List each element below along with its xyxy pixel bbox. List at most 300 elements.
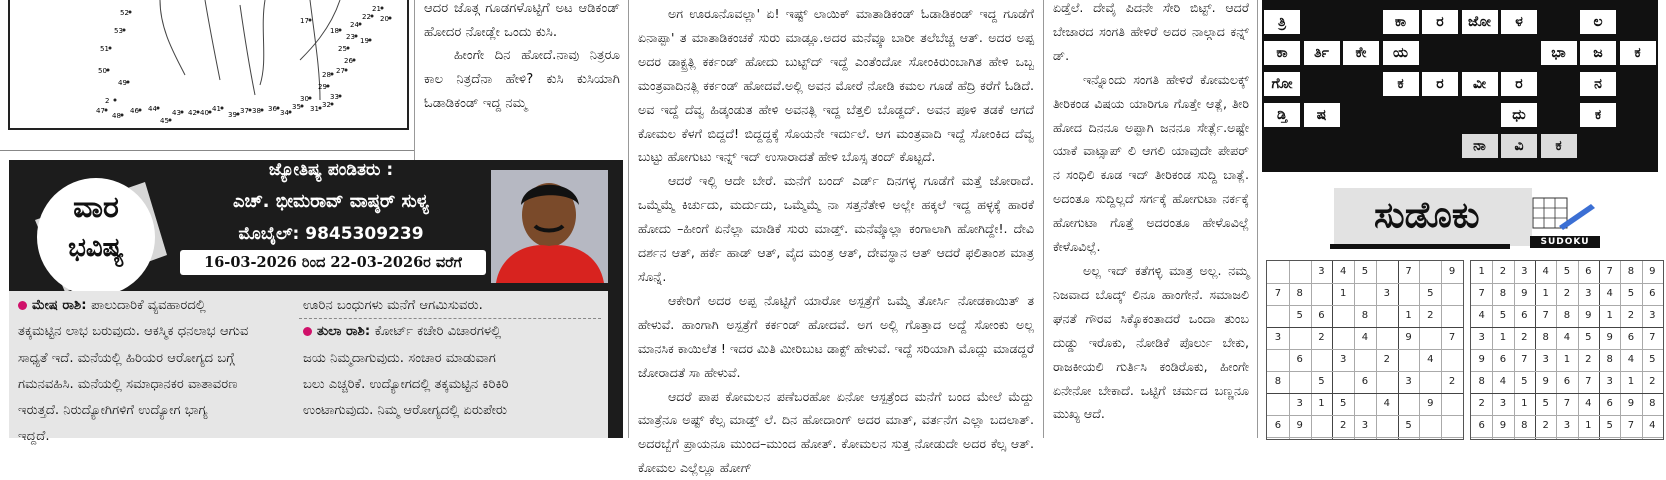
sudoku-cell: 7 bbox=[1556, 393, 1577, 415]
sudoku-cell: 6 bbox=[1492, 349, 1513, 371]
crossword-cell: ಕಾ bbox=[1383, 10, 1419, 34]
dot bbox=[381, 7, 384, 10]
section-rule bbox=[0, 150, 414, 151]
dot bbox=[331, 103, 334, 106]
sudoku-cell bbox=[1267, 349, 1289, 371]
dot-number: 22 bbox=[362, 13, 371, 21]
dot-number: 34 bbox=[280, 109, 289, 117]
sudoku-cell: 1 bbox=[1311, 393, 1333, 415]
astrologer-mobile: ಮೊಬೈಲ್: 9845309239 bbox=[176, 220, 486, 248]
sudoku-cell bbox=[1311, 283, 1333, 305]
sudoku-cell bbox=[1441, 283, 1463, 305]
crossword-cell: ರ bbox=[1501, 72, 1537, 96]
sudoku-cell: 1 bbox=[1620, 371, 1641, 393]
sudoku-cell bbox=[1289, 261, 1311, 283]
crossword-cell: ರ bbox=[1422, 10, 1458, 34]
sudoku-cell bbox=[1419, 327, 1441, 349]
sudoku-cell: 3 bbox=[1289, 393, 1311, 415]
dot-number: 17 bbox=[300, 17, 309, 25]
dot-number: 20 bbox=[380, 15, 389, 23]
horoscope-line bbox=[303, 398, 603, 424]
sudoku-cell: 6 bbox=[1267, 415, 1289, 437]
dot-number: 31 bbox=[310, 105, 319, 113]
dot-number: 44 bbox=[148, 105, 157, 113]
sudoku-title: ಸುಡೊಕು bbox=[1374, 192, 1480, 240]
horoscope-line bbox=[18, 319, 303, 345]
sudoku-puzzle-grid bbox=[1266, 260, 1464, 440]
paragraph: ಹೀಂಗೇ ದಿನ ಹೋದೆ.ನಾವು ನಿತ್ರರೂ ಕಾಲ ನಿತ್ರದೆನಾ ಹೇಳಿ? ಕುಸಿ ಕುಸಿಯಾಗಿ ಓಡಾಡಿಕಂಡ್ ಇದ್ದ ನಮ್ಮ bbox=[424, 44, 620, 115]
dot bbox=[355, 35, 358, 38]
dot-puzzle bbox=[8, 0, 409, 130]
sudoku-cell: 1 bbox=[1514, 393, 1535, 415]
bullet-icon bbox=[18, 301, 27, 310]
dot-number: 43 bbox=[172, 109, 181, 117]
horoscope-line bbox=[303, 372, 603, 398]
astrologer-photo bbox=[491, 170, 608, 283]
sudoku-cell: 3 bbox=[1332, 349, 1354, 371]
sudoku-cell: 8 bbox=[1267, 371, 1289, 393]
horoscope-line bbox=[303, 319, 603, 345]
dot bbox=[169, 119, 172, 122]
horoscope-line bbox=[18, 372, 303, 398]
rashi-name: ಮೇಷ ರಾಶಿ: bbox=[32, 298, 91, 313]
dot-number: 50 bbox=[98, 67, 107, 75]
dot-number: 24 bbox=[350, 21, 359, 29]
sudoku-cell: 2 bbox=[1376, 349, 1398, 371]
sudoku-cell: 4 bbox=[1620, 349, 1641, 371]
sudoku-cell bbox=[1376, 305, 1398, 327]
sudoku-cell: 7 bbox=[1514, 349, 1535, 371]
dot-number: 47 bbox=[96, 107, 105, 115]
dot bbox=[181, 111, 184, 114]
rashi-text: ಇರುತ್ತದೆ. ನಿರುದ್ಯೋಗಿಗಳಿಗೆ ಉದ್ಯೋಗ ಭಾಗ್ಯ bbox=[18, 403, 207, 418]
sudoku-cell: 5 bbox=[1492, 305, 1513, 327]
horoscope-line bbox=[18, 346, 303, 372]
sudoku-cell: 8 bbox=[1471, 371, 1492, 393]
dot-number: 48 bbox=[112, 112, 121, 120]
sudoku-cell bbox=[1376, 261, 1398, 283]
sudoku-cell: 6 bbox=[1354, 371, 1376, 393]
sudoku-cell: 1 bbox=[1492, 327, 1513, 349]
logo-text-top: ವಾರ bbox=[37, 190, 155, 226]
dot bbox=[327, 85, 330, 88]
dot-number: 2 bbox=[105, 97, 109, 105]
sudoku-cell: 7 bbox=[1599, 261, 1620, 283]
sudoku-cell: 4 bbox=[1419, 349, 1441, 371]
sudoku-cell: 1 bbox=[1398, 305, 1420, 327]
dot-number: 33 bbox=[330, 93, 339, 101]
sudoku-cell: 7 bbox=[1620, 415, 1641, 437]
dot-number: 35 bbox=[292, 103, 301, 111]
sudoku-cell: 2 bbox=[1578, 349, 1599, 371]
sudoku-cell: 2 bbox=[1492, 261, 1513, 283]
sudoku-cell: 8 bbox=[1642, 393, 1663, 415]
column-divider bbox=[414, 0, 415, 160]
sudoku-cell: 8 bbox=[1599, 349, 1620, 371]
sudoku-cell: 2 bbox=[1419, 305, 1441, 327]
sudoku-cell bbox=[1354, 393, 1376, 415]
sudoku-cell: 9 bbox=[1535, 371, 1556, 393]
sudoku-cell: 4 bbox=[1556, 327, 1577, 349]
sudoku-cell: 6 bbox=[1642, 283, 1663, 305]
sudoku-cell: 3 bbox=[1578, 283, 1599, 305]
horoscope-line bbox=[18, 424, 303, 450]
dot-number: 53 bbox=[114, 27, 123, 35]
sudoku-cell: 3 bbox=[1492, 393, 1513, 415]
sudoku-cell: 9 bbox=[1289, 415, 1311, 437]
dot-number: 18 bbox=[330, 27, 339, 35]
dot-number: 27 bbox=[336, 67, 345, 75]
sudoku-cell: 6 bbox=[1578, 261, 1599, 283]
sudoku-cell: 5 bbox=[1311, 371, 1333, 393]
crossword-cell: ರ bbox=[1422, 72, 1458, 96]
dot bbox=[109, 47, 112, 50]
grid-line bbox=[1267, 437, 1463, 438]
sudoku-cell bbox=[1419, 261, 1441, 283]
sudoku-cell: 8 bbox=[1535, 327, 1556, 349]
sudoku-cell: 3 bbox=[1599, 371, 1620, 393]
sudoku-cell: 1 bbox=[1556, 349, 1577, 371]
dot bbox=[371, 15, 374, 18]
row-rule bbox=[299, 318, 601, 319]
sudoku-cell bbox=[1289, 371, 1311, 393]
crossword-cell: ಯ bbox=[1383, 41, 1419, 65]
sudoku-cell: 4 bbox=[1535, 261, 1556, 283]
crossword-cell: ಕ bbox=[1383, 72, 1419, 96]
dot-number: 30 bbox=[300, 95, 309, 103]
title-underline bbox=[1330, 244, 1510, 249]
sudoku-cell: 9 bbox=[1642, 261, 1663, 283]
paragraph: ಆದರೆ ಪಾಪ ಕೋಮಲನ ಪಣೆಬರಹೋ ಏನೋ ಆಸ್ಪತ್ರೆಂದ ಮನೆಗೆ ಬಂದ ಮೇಲೆ ಮೆದ್ದು ಮಾತ್ರೆನೂ ಅಷ್ಟ್ ಕೆಲ್ಸ ಮಾಡ್ತ್ ಲೆ. ದಿನ ಹೋದಾಂಗ್ ಅದರ ಮಾತ್, ವರ್ತನೆಗ ಎಲ್ಲಾ ಬದಲಾತ್. ಅದರಬ್ಬೆಗೆ ಪ್ರಾಯನೂ ಮುಂದ–ಮುಂದ ಹೋತ್. ಕೋಮಲನ ಸುತ್ತ ನೋಡುದೇ ಅದರ ಕೆಲ್ಸ ಆತ್. ಕೋಮಲ ಎಲ್ಲೆಲ್ಲೂ ಹೋಗ್ bbox=[638, 385, 1034, 480]
crossword-cell: ಜ bbox=[1580, 41, 1616, 65]
sudoku-cell: 2 bbox=[1471, 393, 1492, 415]
sudoku-cell bbox=[1311, 415, 1333, 437]
sudoku-cell: 2 bbox=[1514, 327, 1535, 349]
sudoku-cell bbox=[1332, 371, 1354, 393]
dot-number: 19 bbox=[360, 37, 369, 45]
rashi-text: ಉಂಟಾಗುವುದು. ನಿಮ್ಮ ಆರೋಗ್ಯದಲ್ಲಿ ಏರುಪೇರು bbox=[303, 403, 507, 418]
dot bbox=[221, 107, 224, 110]
dot-number: 49 bbox=[118, 79, 127, 87]
dot-number: 29 bbox=[318, 83, 327, 91]
sudoku-cell: 9 bbox=[1398, 327, 1420, 349]
sudoku-cell: 5 bbox=[1354, 261, 1376, 283]
sudoku-cell bbox=[1398, 283, 1420, 305]
sudoku-solution-grid bbox=[1470, 260, 1664, 440]
sudoku-cell: 7 bbox=[1441, 327, 1463, 349]
horoscope-line bbox=[303, 293, 603, 319]
sudoku-cell: 4 bbox=[1354, 327, 1376, 349]
dot bbox=[139, 109, 142, 112]
sudoku-cell: 2 bbox=[1642, 371, 1663, 393]
sudoku-cell: 4 bbox=[1599, 283, 1620, 305]
dot bbox=[107, 69, 110, 72]
sudoku-cell: 9 bbox=[1492, 415, 1513, 437]
crossword-cell: ಕಾ bbox=[1264, 41, 1300, 65]
sudoku-cell bbox=[1419, 415, 1441, 437]
crossword-cell: ನ bbox=[1580, 72, 1616, 96]
sudoku-icon bbox=[1525, 192, 1599, 236]
sudoku-cell bbox=[1398, 393, 1420, 415]
dot-number: 23 bbox=[346, 33, 355, 41]
crossword-cell: ವೀ bbox=[1462, 72, 1498, 96]
dot bbox=[339, 29, 342, 32]
sudoku-cell: 3 bbox=[1535, 349, 1556, 371]
sudoku-cell: 8 bbox=[1354, 305, 1376, 327]
crossword-cell: ನಾ bbox=[1462, 134, 1498, 158]
dot-number: 41 bbox=[212, 105, 221, 113]
sudoku-cell bbox=[1354, 283, 1376, 305]
sudoku-cell bbox=[1376, 371, 1398, 393]
sudoku-cell bbox=[1267, 261, 1289, 283]
sudoku-cell: 2 bbox=[1441, 371, 1463, 393]
sudoku-cell: 3 bbox=[1311, 261, 1333, 283]
dot bbox=[157, 107, 160, 110]
dot bbox=[129, 11, 132, 14]
sudoku-cell: 4 bbox=[1578, 393, 1599, 415]
sudoku-cell: 2 bbox=[1332, 415, 1354, 437]
sudoku-cell: 3 bbox=[1354, 415, 1376, 437]
paragraph: ಇನ್ನೊಂದು ಸಂಗತಿ ಹೇಳಿರೆ ಕೋಮಲಕ್ಕ್ ತೀರಿಕಂಡ ವಿಷಯ ಯಾರಿಗೂ ಗೊತ್ತೇ ಆತ್ಲೆ, ತೀರಿ ಹೋದ ದಿನನೂ ಅಪ್ಪಾಗಿ ಜನನೂ ಸೇರ್ತ್ಲೆ.ಅಷ್ಟೇ ಯಾಕೆ ವಾಟ್ಸಾಪ್ ಲಿ ಆಗಲಿ ಯಾವುದೇ ಪೇಪರ್ ನ ಸಂಧಿಲಿ ಕೂಡ ಇದ್ ತೀರಿಕಂಡ ಸುದ್ದಿ ಬಾತ್ಲೆ. ಅದಂತೂ ಸುದ್ದಿಲ್ಲದೆ ಸರ್ಗಕ್ಕೆ ಹೋಗುಟಾ ನರ್ಕಕ್ಕೆ ಹೋಗುಟಾ ಗೊತ್ತೆ ಅದರಂತೂ ಹೇಳೊವಿಲ್ಲೆ ಕೇಳೊವಿಲ್ಲೆ. bbox=[1053, 68, 1249, 259]
dot bbox=[331, 73, 334, 76]
crossword-cell: ರ್ತಿ bbox=[1304, 41, 1340, 65]
sudoku-cell: 5 bbox=[1535, 393, 1556, 415]
sudoku-cell bbox=[1419, 371, 1441, 393]
dot bbox=[123, 29, 126, 32]
sudoku-cell: 7 bbox=[1267, 283, 1289, 305]
sudoku-cell: 4 bbox=[1376, 393, 1398, 415]
crossword-cell: ಭಾ bbox=[1541, 41, 1577, 65]
pencil-grid-icon bbox=[1525, 192, 1599, 236]
sudoku-cell bbox=[1332, 327, 1354, 349]
dot bbox=[369, 39, 372, 42]
sudoku-cell bbox=[1311, 349, 1333, 371]
crossword-cell: ಷ bbox=[1304, 103, 1340, 127]
crossword-grid bbox=[1262, 0, 1658, 172]
sudoku-cell: 8 bbox=[1620, 261, 1641, 283]
sudoku-cell: 6 bbox=[1620, 327, 1641, 349]
sudoku-cell: 5 bbox=[1620, 283, 1641, 305]
crossword-cell: ಳ bbox=[1501, 10, 1537, 34]
sudoku-cell: 6 bbox=[1471, 415, 1492, 437]
dot bbox=[261, 109, 264, 112]
sudoku-cell: 7 bbox=[1642, 327, 1663, 349]
rashi-text: ಕೋರ್ಟ್ ಕಚೇರಿ ವಿಚಾರಗಳಲ್ಲಿ bbox=[375, 324, 501, 339]
sudoku-cell bbox=[1398, 349, 1420, 371]
dot-number: 38 bbox=[252, 107, 261, 115]
dot bbox=[389, 17, 392, 20]
sudoku-cell: 2 bbox=[1311, 327, 1333, 349]
dot-number: 28 bbox=[322, 71, 331, 79]
sudoku-cell: 2 bbox=[1556, 283, 1577, 305]
sudoku-cell: 4 bbox=[1642, 415, 1663, 437]
story-column-2 bbox=[424, 0, 620, 122]
horoscope-line bbox=[18, 398, 303, 424]
sudoku-cell: 5 bbox=[1289, 305, 1311, 327]
rashi-text: ತಕ್ಕಮಟ್ಟಿನ ಲಾಭ ಬರುವುದು. ಆಕಸ್ಮಿಕ ಧನಲಾಭ ಆಗುವ bbox=[18, 324, 248, 339]
dot-number: 37 bbox=[240, 107, 249, 115]
crossword-cell: ಕ bbox=[1580, 103, 1616, 127]
crossword-cell: ಕ bbox=[1541, 134, 1577, 158]
dot bbox=[345, 69, 348, 72]
rashi-text: ಸಾಧ್ಯತೆ ಇದೆ. ಮನೆಯಲ್ಲಿ ಹಿರಿಯರ ಆರೋಗ್ಯದ ಬಗ್ಗೆ bbox=[18, 351, 235, 366]
sudoku-cell: 4 bbox=[1471, 305, 1492, 327]
crossword-cell: ಕೇ bbox=[1343, 41, 1379, 65]
sudoku-cell bbox=[1441, 393, 1463, 415]
horoscope-date-range: 16-03-2026 ರಿಂದ 22-03-2026ರ ವರೆಗೆ bbox=[180, 250, 486, 275]
sudoku-cell: 6 bbox=[1289, 349, 1311, 371]
sudoku-cell bbox=[1441, 305, 1463, 327]
sudoku-cell: 2 bbox=[1535, 415, 1556, 437]
sudoku-cell: 2 bbox=[1620, 305, 1641, 327]
rashi-text: ಗಮನವಹಿಸಿ. ಮನೆಯಲ್ಲಿ ಸಮಾಧಾನಕರ ವಾತಾವರಣ bbox=[18, 377, 238, 392]
dot-number: 46 bbox=[130, 107, 139, 115]
sudoku-cell: 6 bbox=[1514, 305, 1535, 327]
dot bbox=[114, 99, 117, 102]
crossword-cell: ಗೋ bbox=[1264, 72, 1300, 96]
column-divider bbox=[628, 0, 629, 438]
dot bbox=[353, 59, 356, 62]
bullet-icon bbox=[303, 327, 312, 336]
sudoku-badge: SUDOKU bbox=[1530, 236, 1600, 248]
sudoku-cell: 3 bbox=[1267, 327, 1289, 349]
sudoku-cell: 5 bbox=[1398, 415, 1420, 437]
sudoku-cell: 9 bbox=[1471, 349, 1492, 371]
story-column-4 bbox=[1053, 0, 1249, 438]
sudoku-cell: 1 bbox=[1599, 305, 1620, 327]
crossword-cell: ಜೋ bbox=[1462, 10, 1498, 34]
sudoku-cell bbox=[1441, 415, 1463, 437]
sudoku-cell: 9 bbox=[1419, 393, 1441, 415]
dot bbox=[105, 109, 108, 112]
sudoku-cell: 3 bbox=[1642, 305, 1663, 327]
dot bbox=[339, 95, 342, 98]
dot-number: 36 bbox=[268, 105, 277, 113]
astrologer-portrait bbox=[491, 170, 608, 283]
sudoku-cell: 6 bbox=[1311, 305, 1333, 327]
sudoku-cell bbox=[1376, 415, 1398, 437]
dot bbox=[121, 114, 124, 117]
sudoku-cell: 9 bbox=[1620, 393, 1641, 415]
sudoku-cell: 4 bbox=[1492, 371, 1513, 393]
sudoku-cell: 7 bbox=[1535, 305, 1556, 327]
sudoku-cell: 5 bbox=[1556, 261, 1577, 283]
dot-number: 39 bbox=[228, 111, 237, 119]
rashi-text: ಜಯ ನಿಮ್ಮದಾಗುವುದು. ಸಂಚಾರ ಮಾಡುವಾಗ bbox=[303, 351, 496, 366]
sudoku-title-box bbox=[1334, 188, 1532, 246]
paragraph: ಆದರ ಜೊತ್ಗ ಗೂಡಗಳೊಟ್ಟಿಗೆ ಅಟ ಆಡಿಕಂಡ್ ಹೋದರ ನೋಡ್ಲೇ ಒಂದು ಕುಸಿ. bbox=[424, 0, 620, 44]
rashi-text: ಇದ್ದದೆ. bbox=[18, 429, 50, 444]
sudoku-cell: 7 bbox=[1398, 261, 1420, 283]
dot bbox=[359, 23, 362, 26]
column-divider bbox=[1257, 0, 1258, 438]
crossword-cell: ಧು bbox=[1501, 103, 1537, 127]
horoscope-body bbox=[9, 291, 608, 438]
sudoku-cell: 1 bbox=[1535, 283, 1556, 305]
sudoku-cell: 1 bbox=[1332, 283, 1354, 305]
paragraph: ಅಲ್ಲ ಇದ್ ಕತೆಗಳ್ಳಿ ಮಾತ್ರ ಅಲ್ಲ. ನಮ್ಮ ನಿಜವಾದ ಬೊದ್ಕ್ ಲಿನೂ ಹಾಂಗೇನೆ. ಸಮಾಜಲಿ ಘನತೆ ಗೌರವ ಸಿಕ್ಕೊಕಂತಾದರೆ ಒಂದಾ ತುಂಬ ದುಡ್ಡು ಇರೊಕು, ನೋಡಿಕೆ ಪೊರ್ಲು ಬೇಕು, ರಾಜಕೀಯಲಿ ಗುರ್ತಿಸಿ ಕಂಡಿರೊಕು, ಹೀಂಗೇ ಏನೇನೋ ಬೇಕಾದೆ. ಒಟ್ಟಿಗೆ ಚರ್ಮದ ಬಣ್ಣನೂ ಮುಖ್ಯ ಆದೆ. bbox=[1053, 259, 1249, 426]
horoscope-left-column bbox=[18, 293, 303, 451]
dot bbox=[127, 81, 130, 84]
sudoku-cell: 9 bbox=[1514, 283, 1535, 305]
dot bbox=[309, 97, 312, 100]
sudoku-cell: 4 bbox=[1332, 261, 1354, 283]
horoscope-heading: ಜ್ಯೋತಿಷ್ಯ ಪಂಡಿತರು : bbox=[176, 158, 486, 182]
sudoku-cell bbox=[1332, 305, 1354, 327]
dot-number: 25 bbox=[338, 45, 347, 53]
crossword-cell: ಡ್ತಿ bbox=[1264, 103, 1300, 127]
sudoku-cell: 5 bbox=[1599, 415, 1620, 437]
sudoku-cell: 5 bbox=[1642, 349, 1663, 371]
dot-number: 26 bbox=[344, 57, 353, 65]
dot-points bbox=[96, 5, 392, 125]
crossword-cell: ವಿ bbox=[1501, 134, 1537, 158]
horoscope-logo-circle bbox=[37, 178, 155, 296]
sudoku-cell: 9 bbox=[1441, 261, 1463, 283]
horoscope-line bbox=[18, 293, 303, 319]
sudoku-cell: 7 bbox=[1578, 371, 1599, 393]
sudoku-cell: 5 bbox=[1578, 327, 1599, 349]
sudoku-cell: 3 bbox=[1514, 261, 1535, 283]
sudoku-cell: 5 bbox=[1332, 393, 1354, 415]
sudoku-cell: 5 bbox=[1514, 371, 1535, 393]
horoscope-line bbox=[303, 346, 603, 372]
crossword-cell: ಕ bbox=[1620, 41, 1656, 65]
story-column-3 bbox=[638, 2, 1034, 438]
sudoku-cell: 7 bbox=[1471, 283, 1492, 305]
paragraph: ಆದರೆ ಇಲ್ಲಿ ಆದೇ ಬೇರೆ. ಮನೆಗೆ ಬಂದ್ ಎರ್ಡ್ ದಿನಗಳ್ಳ ಗೂಡೆಗೆ ಮತ್ತೆ ಜೋರಾದೆ. ಒಮ್ಮೆಮ್ಮೆ ಕಿರ್ಚುದು, ಮರ್ದುದು, ಒಮ್ಮೆಮ್ಮೆ ನಾ ಸತ್ತನೆತೇಳಿ ಅಲ್ಲೇ ಹಕ್ಕಲೆ ಇದ್ದ ಹಳ್ಳಕ್ಕೆ ಹಾರಕೆ ಹೋದು –ಹೀಂಗೆ ಏನೆಲ್ಲಾ ಮಾಡಿಕೆ ಸುರು ಮಾಡ್ತ್. ಮನೆವ್ಕೊಲ್ಲಾ ಕಂಗಾಲಾಗಿ ಹೋಗಿದ್ದೇ!. ದೇವಿ ದರ್ಶನ ಆತ್, ಹರ್ಕೆ ಹಾಡ್ ಆತ್, ವೈದ ಮಂತ್ರ ಆತ್, ದೇವಸ್ಥಾನ ಆತ್ ಆದರೆ ಫಲಿತಾಂಶ ಮಾತ್ರ ಸೊನ್ನೆ. bbox=[638, 169, 1034, 289]
paragraph: ಏಡ್ತೆಲೆ. ದೇವೈ ಪಿದನೇ ಸೇರಿ ಬಿಟ್ಟ್. ಆದರೆ ಬೇಜಾರದ ಸಂಗತಿ ಹೇಳಿರೆ ಅದರ ನಾಲ್ಗಾದ ಕನ್ನ್ ಡ್. bbox=[1053, 0, 1249, 68]
sudoku-cell: 1 bbox=[1578, 415, 1599, 437]
sudoku-cell: 3 bbox=[1471, 327, 1492, 349]
rashi-text: ಪಾಲುದಾರಿಕೆ ವ್ಯವಹಾರದಲ್ಲಿ bbox=[91, 298, 206, 313]
sudoku-cell: 3 bbox=[1556, 415, 1577, 437]
grid-line bbox=[1471, 437, 1663, 438]
sudoku-cell bbox=[1376, 327, 1398, 349]
crossword-cell: ತ್ರಿ bbox=[1264, 10, 1300, 34]
sudoku-cell: 8 bbox=[1289, 283, 1311, 305]
sudoku-cell: 6 bbox=[1556, 371, 1577, 393]
sudoku-cell: 8 bbox=[1492, 283, 1513, 305]
sudoku-cell: 3 bbox=[1376, 283, 1398, 305]
dot-number: 52 bbox=[120, 9, 129, 17]
column-divider bbox=[1043, 0, 1044, 438]
dot bbox=[309, 19, 312, 22]
sudoku-cell bbox=[1267, 393, 1289, 415]
dot-number: 45 bbox=[160, 117, 169, 125]
crossword-cell: ಲ bbox=[1580, 10, 1616, 34]
sudoku-cell: 9 bbox=[1578, 305, 1599, 327]
rashi-text: ಬಲು ಎಚ್ಚರಿಕೆ. ಉದ್ಯೋಗದಲ್ಲಿ ತಕ್ಕಮಟ್ಟಿನ ಕಿರಿಕಿರಿ bbox=[303, 377, 509, 392]
dot-number: 32 bbox=[322, 101, 331, 109]
rashi-name: ತುಲಾ ರಾಶಿ: bbox=[317, 324, 375, 339]
horoscope-right-column bbox=[303, 293, 603, 424]
dot-number: 21 bbox=[372, 5, 381, 13]
paragraph: ಅಗ ಊರೂನೊವಲ್ಲಾ' ಏ! ಇಷ್ಟ್ ಲಾಯಿಕ್ ಮಾತಾಡಿಕಂಡ್ ಓಡಾಡಿಕಂಡ್ ಇದ್ದ ಗೂಡೆಗೆ ಏನಾಪ್ಪಾ' ತ ಮಾತಾಡಿಕಂಚಕೆ ಸುರು ಮಾಡ್ಲೂ.ಅದರ ಮನೆವ್ಕೂ ಬಾರೀ ತಲೆಬೆಚ್ಚ ಆತ್. ಅದರ ಅಪ್ಪ ಅದರ ಡಾಕ್ಟ್ರತ್ಲಿ ಕರ್ಕಂಡ್ ಹೋದು ಬುಟ್ಟ್‌ದ್ ಇದ್ದೆ ಎಂತೆಂದೋ ಸೋಂಕಿರುಂಬಾಗಿತ ಹೇಳಿ ಒಬ್ಬ ಮಂತ್ರವಾದಿನತ್ಲಿ ಕರ್ಕಂಡ್ ಹೋದವೆ.ಅಲ್ಲಿ ಅವನ ಮೋರೆ ನೋಡಿ ಕಮಲ ಗೂಡೆ ಹೆದ್ರಿ ಕರೆಗೆ ಓಡಿದೆ. ಅವ ಇದ್ದೆ ದೆವ್ವ ಹಿಡ್ಕಂಡುತ ಹೇಳಿ ಅವನತ್ಲಿ ಇದ್ದ ಬೆತ್ತಲಿ ಬೊಡ್ದದ್. ಅವನ ಪೂಳಿ ತಡಕೆ ಆಗದೆ ಕೋಮಲ ಕೆಳಗೆ ಬಿದ್ದದೆ! ಬಿದ್ದದ್ದಕ್ಕೆ ಸೊಯನೇ ಇರ್ದುಲೆ. ಆಗ ಮಂತ್ರವಾದಿ ಇದ್ದೆ ಸೋಂಕಿದ ದೆವ್ವ ಬುಟ್ಟು ಹೋಗುಟು ಇನ್ನ್ ಇದ್ ಉಸಾರಾದತೆ ಹೇಳಿ ಬೊಸ್ಸ ತಂದ್ ಕೊಟ್ಟದೆ. bbox=[638, 2, 1034, 169]
sudoku-cell: 9 bbox=[1599, 327, 1620, 349]
dot bbox=[347, 47, 350, 50]
dot-number: 40 bbox=[200, 109, 209, 117]
sudoku-cell bbox=[1354, 349, 1376, 371]
sudoku-cell: 3 bbox=[1398, 371, 1420, 393]
dot-puzzle-drawing bbox=[10, 0, 407, 128]
sudoku-cell bbox=[1441, 349, 1463, 371]
sudoku-cell: 1 bbox=[1471, 261, 1492, 283]
dot-number: 51 bbox=[100, 45, 109, 53]
sudoku-cell: 8 bbox=[1556, 305, 1577, 327]
astrologer-name: ಎಚ್. ಭೀಮರಾವ್ ವಾಷ್ಠರ್ ಸುಳ್ಯ bbox=[176, 188, 486, 216]
dot bbox=[301, 105, 304, 108]
